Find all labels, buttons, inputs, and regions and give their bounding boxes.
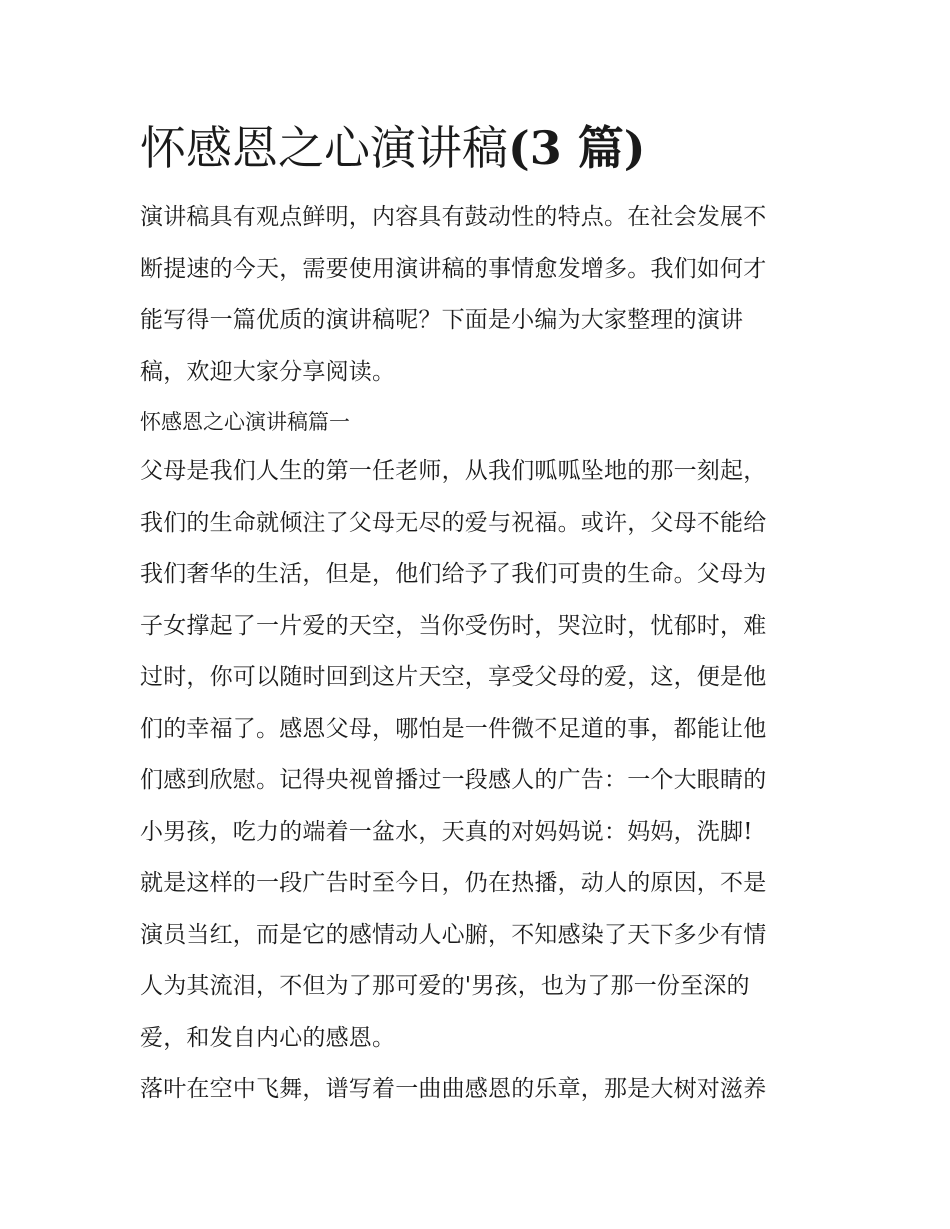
paragraph-line: 落叶在空中飞舞，谱写着一曲曲感恩的乐章，那是大树对滋养 — [140, 1076, 767, 1102]
intro-line: 稿，欢迎大家分享阅读。 — [140, 358, 396, 385]
intro-line: 断提速的今天，需要使用演讲稿的事情愈发增多。我们如何才 — [140, 255, 767, 282]
paragraph-line: 人为其流泪，不但为了那可爱的'男孩，也为了那一份至深的 — [140, 973, 750, 999]
intro-line: 能写得一篇优质的演讲稿呢？下面是小编为大家整理的演讲 — [140, 307, 744, 333]
body-paragraph-2 — [140, 1064, 812, 1116]
paragraph-line: 我们的生命就倾注了父母无尽的爱与祝福。或许，父母不能给 — [140, 509, 767, 536]
paragraph-line: 父母是我们人生的第一任老师，从我们呱呱坠地的那一刻起， — [140, 458, 767, 484]
paragraph-line: 演员当红，而是它的感情动人心腑，不知感染了天下多少有情 — [140, 921, 767, 948]
paragraph-line: 过时，你可以随时回到这片天空，享受父母的爱，这，便是他 — [140, 664, 767, 690]
title-main: 怀感恩之心演讲稿 — [140, 121, 508, 175]
section-heading: 怀感恩之心演讲稿篇一 — [140, 410, 350, 434]
intro-line: 演讲稿具有观点鲜明，内容具有鼓动性的特点。在社会发展不 — [140, 204, 767, 230]
document-title — [140, 112, 812, 184]
paragraph-line: 爱，和发自内心的感恩。 — [140, 1024, 396, 1051]
paragraph-line: 就是这样的一段广告时至今日，仍在热播，动人的原因，不是 — [140, 870, 767, 896]
paragraph-line: 们感到欣慰。记得央视曾播过一段感人的广告：一个大眼睛的 — [140, 767, 767, 793]
title-suffix: (3 篇) — [508, 121, 646, 175]
paragraph-line: 们的幸福了。感恩父母，哪怕是一件微不足道的事，都能让他 — [140, 715, 767, 742]
body-paragraph-1 — [140, 446, 812, 1064]
document-page — [140, 112, 812, 1116]
paragraph-line: 我们奢华的生活，但是，他们给予了我们可贵的生命。父母为 — [140, 561, 767, 587]
paragraph-line: 子女撑起了一片爱的天空，当你受伤时，哭泣时，忧郁时，难 — [140, 612, 767, 639]
paragraph-line: 小男孩，吃力的端着一盆水，天真的对妈妈说：妈妈，洗脚! — [140, 818, 753, 845]
intro-paragraph — [140, 192, 812, 398]
